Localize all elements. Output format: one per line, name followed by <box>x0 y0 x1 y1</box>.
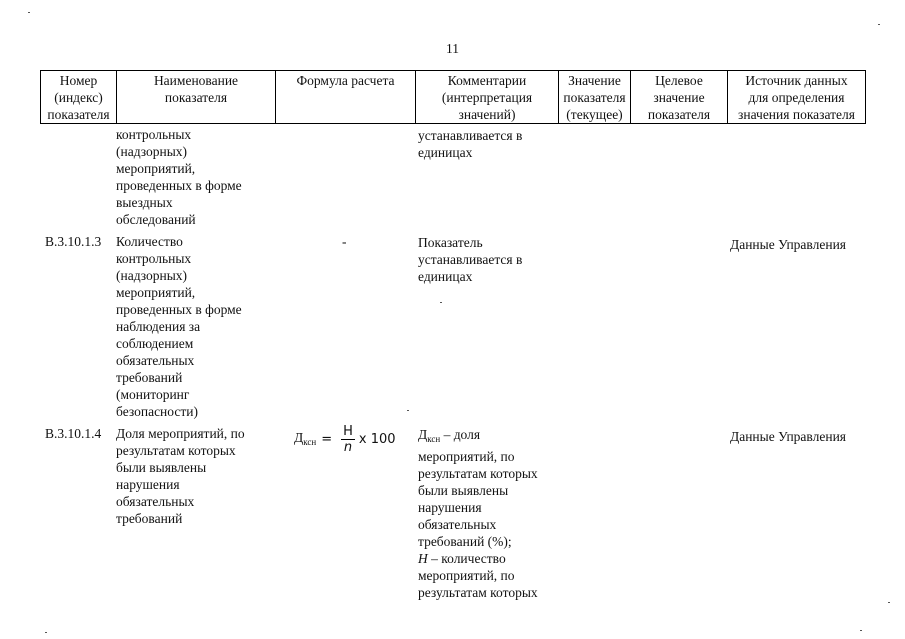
row2-comment-line: обязательных <box>418 517 497 532</box>
formula-fraction <box>341 424 355 455</box>
header-source-line: для определения <box>748 90 845 105</box>
row2-source: Данные Управления <box>730 429 847 444</box>
row2-name-line: были выявлены <box>116 460 207 475</box>
comment-text: – количество <box>427 551 506 566</box>
header-source-line: Источник данных <box>745 73 848 88</box>
row1-comment-line: единицах <box>418 269 473 284</box>
row2-comment-line: мероприятий, по <box>418 449 515 464</box>
formula-numerator: Н <box>343 424 353 439</box>
scan-speck <box>407 410 409 411</box>
row2-comment-line: нарушения <box>418 500 482 515</box>
header-current-value <box>559 71 631 124</box>
row1-comment-line: Показатель <box>418 235 483 250</box>
row1-name-line: (надзорных) <box>116 268 188 283</box>
row0-name-line: обследований <box>116 212 196 227</box>
formula-multiplier: x 100 <box>358 432 396 447</box>
scan-speck <box>888 602 890 603</box>
row1-name-line: требований <box>116 370 183 385</box>
header-current-line: показателя <box>563 90 626 105</box>
scan-speck <box>440 302 442 303</box>
row0-comment-line: устанавливается в <box>418 128 523 143</box>
scan-speck <box>45 632 47 633</box>
row2-name-line: Доля мероприятий, по <box>116 426 245 441</box>
header-target-line: показателя <box>647 107 711 122</box>
row1-name-line: обязательных <box>116 353 195 368</box>
comment-symbol: Д <box>418 427 428 442</box>
row1-comment-line: устанавливается в <box>418 252 523 267</box>
header-index-line: показателя <box>47 107 110 122</box>
row1-name <box>116 233 276 420</box>
row1-name-line: (мониторинг <box>116 387 190 402</box>
header-source-line: значения показателя <box>738 107 855 122</box>
row0-name-line: контрольных <box>116 127 192 142</box>
row1-formula: - <box>342 234 347 249</box>
scan-speck <box>860 630 862 631</box>
header-formula <box>276 71 416 124</box>
row2-comment-line <box>418 426 563 448</box>
scan-speck <box>878 24 880 25</box>
row0-name-line: выездных <box>116 195 173 210</box>
row2-comment-line: результатам которых <box>418 585 538 600</box>
header-comment-line: значений) <box>458 107 516 122</box>
header-comment-line: Комментарии <box>447 73 527 88</box>
comment-text: – доля <box>440 427 481 442</box>
header-comment <box>416 71 559 124</box>
row2-formula <box>294 424 396 455</box>
row2-name-line: обязательных <box>116 494 195 509</box>
comment-subscript: ксн <box>427 434 441 444</box>
formula-equals: = <box>321 432 333 447</box>
header-current-line: Значение <box>568 73 621 88</box>
scan-speck <box>28 12 30 13</box>
header-target-value <box>631 71 728 124</box>
row1-name-line: соблюдением <box>116 336 194 351</box>
header-formula-line: Формула расчета <box>296 73 395 88</box>
row1-name-line: наблюдения за <box>116 319 201 334</box>
header-index <box>41 71 117 124</box>
row1-comment <box>418 234 563 285</box>
header-source <box>728 71 866 124</box>
row1-index: В.3.10.1.3 <box>45 234 102 249</box>
row0-name <box>116 126 276 228</box>
table-header <box>40 70 866 124</box>
header-name-line: показателя <box>164 90 228 105</box>
row2-index: В.3.10.1.4 <box>45 426 102 441</box>
row2-name-line: нарушения <box>116 477 180 492</box>
row2-name-line: требований <box>116 511 183 526</box>
row1-name-line: мероприятий, <box>116 285 196 300</box>
row0-name-line: (надзорных) <box>116 144 188 159</box>
formula-lhs <box>294 429 316 451</box>
row2-comment-line: результатам которых <box>418 466 538 481</box>
row2-comment <box>418 426 563 601</box>
row1-source: Данные Управления <box>730 237 847 252</box>
header-target-line: значение <box>653 90 705 105</box>
header-name-line: Наименование <box>153 73 239 88</box>
row2-comment-line <box>418 550 563 567</box>
row1-name-line: Количество <box>116 234 183 249</box>
row2-name <box>116 425 276 527</box>
formula-lhs-subscript: ксн <box>303 436 317 447</box>
row1-name-line: проведенных в форме <box>116 302 242 317</box>
formula-denominator: n <box>343 440 353 455</box>
row0-name-line: мероприятий, <box>116 161 196 176</box>
header-target-line: Целевое <box>655 73 703 88</box>
row1-name-line: безопасности) <box>116 404 198 419</box>
header-index-line: Номер <box>59 73 98 88</box>
row0-comment <box>418 127 563 161</box>
row0-comment-line: единицах <box>418 145 473 160</box>
page-number: 11 <box>446 41 459 56</box>
header-comment-line: (интерпретация <box>441 90 533 105</box>
row2-comment-line: были выявлены <box>418 483 509 498</box>
row2-comment-line: требований (%); <box>418 534 512 549</box>
row0-name-line: проведенных в форме <box>116 178 242 193</box>
comment-symbol: Н <box>418 551 428 566</box>
formula-lhs-symbol: Д <box>294 429 304 445</box>
row1-name-line: контрольных <box>116 251 192 266</box>
header-index-line: (индекс) <box>54 90 103 105</box>
header-current-line: (текущее) <box>566 107 623 122</box>
row2-name-line: результатам которых <box>116 443 236 458</box>
row2-comment-line: мероприятий, по <box>418 568 515 583</box>
header-name <box>117 71 276 124</box>
